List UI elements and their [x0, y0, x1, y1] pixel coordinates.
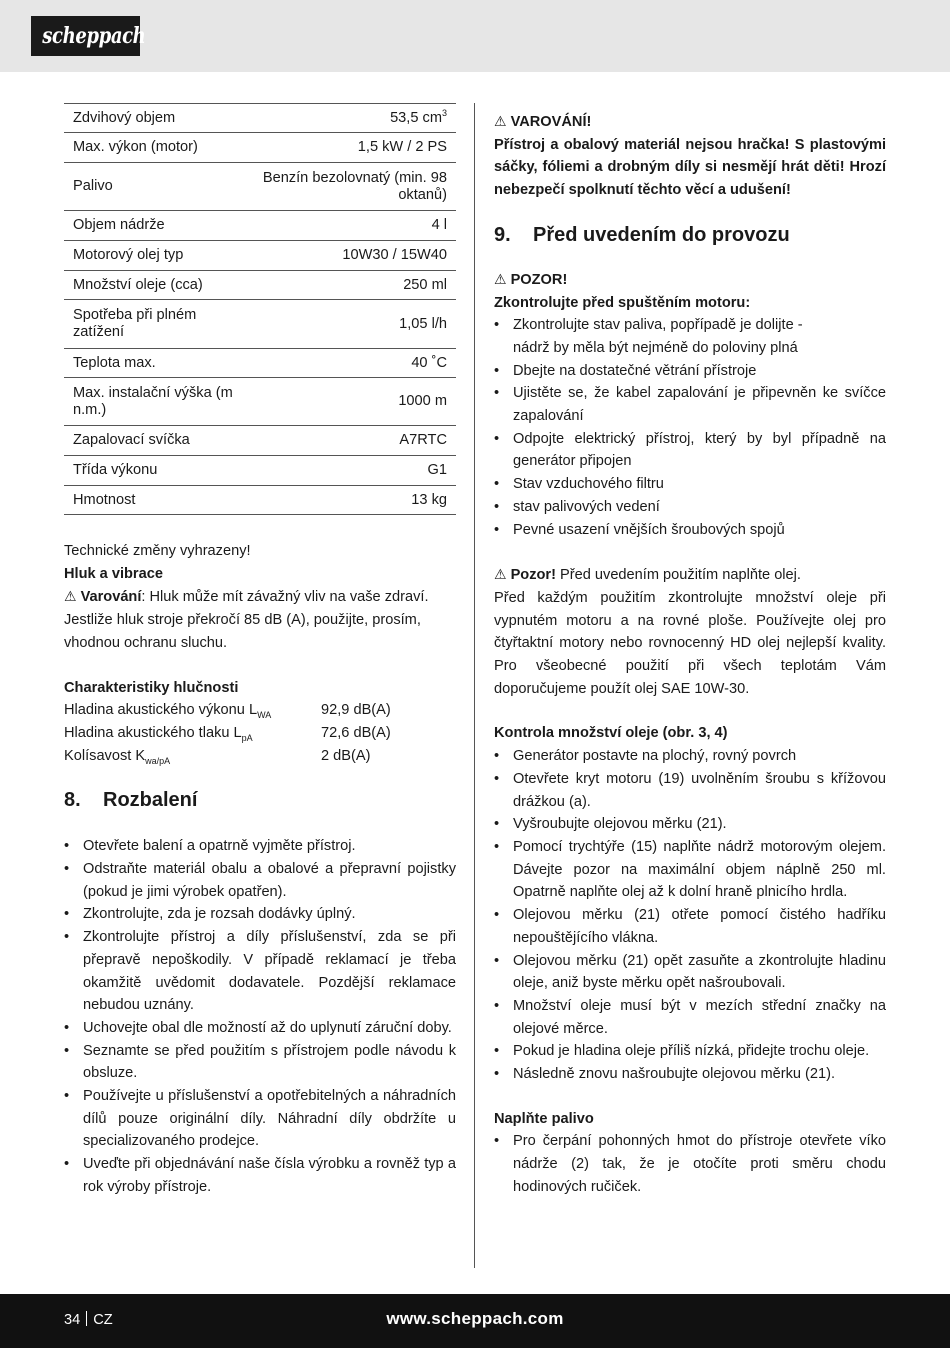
table-row: [64, 349, 456, 378]
warning-triangle-icon: ⚠: [494, 270, 507, 287]
list-item: • Pro čerpání pohonných hmot do přístroje otevřete víko nádrže (2) tak, že je otočíte proti směru chodu hodinových ručiček.: [494, 1130, 886, 1198]
oil-list: [494, 745, 886, 1086]
table-row: [64, 699, 391, 722]
right-column: [494, 110, 886, 1199]
fuel-title: Naplňte palivo: [494, 1110, 594, 1127]
scheppach-logo: scheppach: [31, 16, 140, 56]
table-row: [64, 745, 391, 768]
header-band: [0, 0, 950, 72]
oil-caution: ⚠ Pozor! Před uvedením použitím naplňte olej.: [494, 566, 801, 584]
table-row: [64, 300, 456, 349]
spec-value: Benzín bezolovnatý (min. 98 oktanů): [246, 163, 456, 211]
unpack-list: [64, 835, 456, 1198]
section-8-heading: 8. Rozbalení: [64, 789, 198, 812]
check-list: [494, 314, 886, 541]
noise-char-title: Charakteristiky hlučnosti: [64, 679, 239, 696]
spec-value: 13 kg: [246, 486, 456, 515]
column-divider: [474, 103, 475, 1268]
website-link[interactable]: www.scheppach.com: [386, 1309, 564, 1328]
warning-triangle-icon: ⚠: [494, 566, 507, 583]
oil-check-title: Kontrola množství oleje (obr. 3, 4): [494, 725, 728, 742]
list-item: • Ujistěte se, že kabel zapalování je připevněn ke svíčce zapalování: [494, 382, 886, 427]
list-item: • Odpojte elektrický přístroj, který by byl případně na generátor připojen: [494, 428, 886, 473]
caution-heading: ⚠ POZOR!: [494, 270, 568, 288]
spec-value: A7RTC: [246, 426, 456, 456]
spec-value: 1,05 l/h: [246, 300, 456, 349]
spec-label: Teplota max.: [64, 349, 246, 378]
spec-value: 10W30 / 15W40: [246, 241, 456, 271]
noise-table: [64, 699, 391, 767]
spec-label: Hmotnost: [64, 486, 246, 515]
spec-value: 40 ˚C: [246, 349, 456, 378]
table-row: [64, 271, 456, 300]
table-row: [64, 241, 456, 271]
tech-changes-note: Technické změny vyhrazeny!: [64, 543, 251, 559]
check-title: Zkontrolujte před spuštěním motoru:: [494, 294, 751, 311]
list-item: • Množství oleje musí být v mezích střední značky na olejové měrce.: [494, 995, 886, 1040]
oil-text: Před každým použitím zkontrolujte množství oleje při vypnutém motoru a na rovné ploše. Používejte olej pro čtyřtaktní motory nebo rovnocenný HD olej nejlepší kvality. Pro všeobecné použití při všech teplotám Vám doporučujeme použít olej SAE 10W-30.: [494, 589, 886, 697]
noise-value: 92,9 dB(A): [321, 702, 391, 719]
list-item: • Dbejte na dostatečné větrání přístroje: [494, 360, 886, 383]
list-item: • Seznamte se před použitím s přístrojem podle návodu k obsluze.: [64, 1040, 456, 1085]
list-item: • Používejte u příslušenství a opotřebitelných a náhradních dílů pouze originální díly. Náhradní díly obdržíte u specializovaného prodejce.: [64, 1085, 456, 1153]
spec-value: 1000 m: [246, 378, 456, 426]
spec-label: Objem nádrže: [64, 211, 246, 241]
list-item: • Uveďte při objednávání naše čísla výrobku a rovněž typ a rok výroby přístroje.: [64, 1153, 456, 1198]
table-row: [64, 456, 456, 486]
noise-label: Hladina akustického tlaku $L_{pA}$: [64, 724, 253, 743]
noise-value: 72,6 dB(A): [321, 724, 391, 741]
spec-label: Motorový olej typ: [64, 241, 246, 271]
spec-value: 250 ml: [246, 271, 456, 300]
warning-triangle-icon: ⚠: [494, 113, 507, 129]
list-item: • Pevné usazení vnějších šroubových spojů: [494, 519, 886, 542]
spec-label: Palivo: [64, 163, 246, 211]
table-row: [64, 378, 456, 426]
warning-heading: ⚠ VAROVÁNÍ!: [494, 113, 592, 130]
table-row: [64, 486, 456, 515]
warning-triangle-icon: ⚠: [64, 588, 77, 605]
spec-value: 53,5 $cm^3$: [246, 104, 456, 133]
spec-label: Množství oleje (cca): [64, 271, 246, 300]
spec-label: Zapalovací svíčka: [64, 426, 246, 456]
page-number: 34 CZ: [64, 1312, 113, 1328]
list-item: • Olejovou měrku (21) opět zasuňte a zkontrolujte hladinu oleje, aniž byste měrku opět našroubovali.: [494, 950, 886, 995]
spec-label: Zdvihový objem: [64, 104, 246, 133]
spec-value: 1,5 kW / 2 PS: [246, 133, 456, 163]
list-item: • Olejovou měrku (21) otřete pomocí čistého hadříku nepouštějícího vlákna.: [494, 904, 886, 949]
noise-label: Hladina akustického výkonu $L_{WA}$: [64, 702, 272, 721]
left-column: [64, 103, 456, 1199]
list-item: • Pokud je hladina oleje příliš nízká, přidejte trochu oleje.: [494, 1040, 886, 1063]
table-row: [64, 722, 391, 745]
list-item: • stav palivových vedení: [494, 496, 886, 519]
list-item: • Generátor postavte na plochý, rovný povrch: [494, 745, 886, 768]
table-row: [64, 163, 456, 211]
spec-table: [64, 103, 456, 515]
noise-title: Hluk a vibrace: [64, 565, 163, 582]
list-item: • Otevřete kryt motoru (19) uvolněním šroubu s křížovou drážkou (a).: [494, 768, 886, 813]
list-item: • Odstraňte materiál obalu a obalové a přepravní pojistky (pokud je jimi výrobek opatřen).: [64, 858, 456, 903]
noise-warning: ⚠ Varování: Hluk může mít závažný vliv na vaše zdraví. Jestliže hluk stroje překročí 85 dB (A), použijte, prosím, vhodnou ochranu sluchu.: [64, 588, 429, 651]
spec-value: G1: [246, 456, 456, 486]
list-item: • Zkontrolujte přístroj a díly příslušenství, zda se při přepravě nepoškodily. V případě reklamací je třeba okamžitě uvědomit dodavatele. Pozdější reklamace nebudou uznány.: [64, 926, 456, 1017]
list-item: • Stav vzduchového filtru: [494, 473, 886, 496]
list-item: • Uchovejte obal dle možností až do uplynutí záruční doby.: [64, 1017, 456, 1040]
table-row: [64, 104, 456, 133]
list-item: • Zkontrolujte stav paliva, popřípadě je dolijte - nádrž by měla být nejméně do poloviny plná: [494, 314, 886, 359]
noise-label: Kolísavost $K_{wa/pA}$: [64, 747, 171, 766]
spec-label: Max. výkon (motor): [64, 133, 246, 163]
spec-label: Třída výkonu: [64, 456, 246, 486]
warning-text: Přístroj a obalový materiál nejsou hračka! S plastovými sáčky, fóliemi a drobným díly si nesmějí hrát děti! Hrozí nebezpečí spolknutí těchto věcí a udušení!: [494, 136, 886, 199]
spec-label: Max. instalační výška (m n.m.): [64, 378, 246, 426]
table-row: [64, 426, 456, 456]
spec-value: 4 l: [246, 211, 456, 241]
list-item: • Vyšroubujte olejovou měrku (21).: [494, 813, 886, 836]
section-9-heading: 9. Před uvedením do provozu: [494, 223, 790, 246]
list-item: • Otevřete balení a opatrně vyjměte přístroj.: [64, 835, 456, 858]
table-row: [64, 133, 456, 163]
spec-label: Spotřeba při plném zatížení: [64, 300, 246, 349]
fuel-list: [494, 1130, 886, 1198]
footer-bar: [0, 1294, 950, 1348]
table-row: [64, 211, 456, 241]
noise-value: 2 dB(A): [321, 747, 371, 764]
list-item: • Zkontrolujte, zda je rozsah dodávky úplný.: [64, 903, 456, 926]
list-item: • Pomocí trychtýře (15) naplňte nádrž motorovým olejem. Dávejte pozor na maximální objem náplně 250 ml. Opatrně naplňte olej až k dolní hraně plnicího hrdla.: [494, 836, 886, 904]
list-item: • Následně znovu našroubujte olejovou měrku (21).: [494, 1063, 886, 1086]
